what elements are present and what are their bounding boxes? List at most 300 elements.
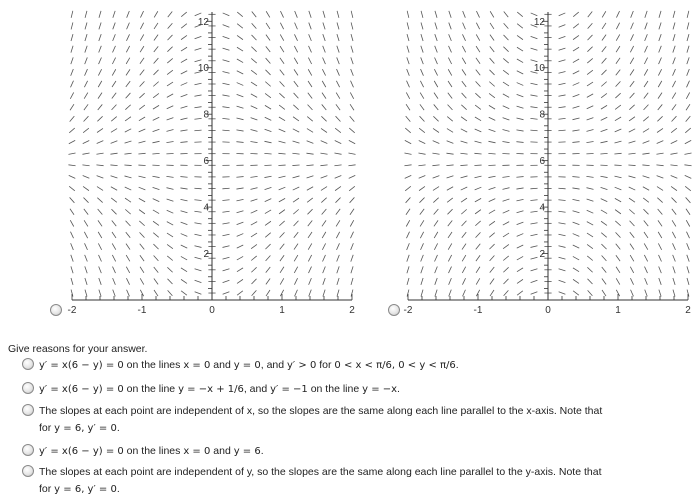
slope-segment — [236, 188, 243, 189]
slope-segment — [153, 233, 158, 238]
slope-segment — [658, 232, 662, 238]
slope-segment — [644, 105, 649, 110]
slope-segment — [572, 130, 579, 131]
slope-segment — [222, 223, 229, 224]
reason-option-2-part: y = −x + 1/6 — [178, 384, 244, 395]
slope-segment — [350, 104, 354, 110]
slope-segment — [111, 141, 118, 144]
slope-segment — [252, 290, 257, 295]
slope-segment — [139, 187, 146, 190]
slope-segment — [672, 81, 675, 87]
slope-segment — [588, 23, 593, 28]
slope-segment — [407, 22, 409, 29]
slope-segment — [530, 83, 537, 85]
slope-segment — [449, 23, 452, 30]
slope-segment — [308, 232, 312, 238]
slope-segment — [615, 93, 620, 98]
slope-segment — [322, 232, 326, 238]
slope-segment — [294, 244, 298, 250]
slope-segment — [180, 199, 187, 201]
slope-segment — [99, 278, 101, 285]
slope-segment — [461, 141, 468, 143]
slope-segment — [140, 255, 144, 261]
slope-segment — [687, 11, 689, 18]
slope-segment — [601, 117, 607, 120]
slope-segment — [194, 130, 201, 131]
slope-segment — [140, 11, 143, 17]
slope-segment — [405, 140, 411, 143]
slope-segment — [530, 118, 537, 119]
slope-segment — [181, 59, 187, 63]
slope-segment — [447, 198, 453, 202]
slope-segment — [223, 246, 230, 248]
reason-option-1-part: y = 0 — [233, 360, 261, 371]
slope-segment — [195, 48, 202, 50]
slope-segment — [602, 267, 607, 273]
slope-segment — [434, 69, 437, 75]
slope-segment — [85, 278, 87, 285]
slope-segment — [251, 130, 258, 132]
slope-segment — [601, 210, 607, 214]
slope-segment — [351, 57, 353, 64]
slope-segment — [293, 198, 299, 202]
slope-segment — [222, 107, 229, 108]
reason-option-5-radio[interactable] — [22, 465, 34, 477]
slope-segment — [657, 176, 664, 179]
slope-segment — [559, 257, 566, 259]
slope-segment — [573, 268, 579, 272]
slope-segment — [616, 46, 620, 52]
slope-segment — [111, 209, 116, 214]
slope-segment — [265, 82, 270, 87]
slope-segment — [322, 93, 326, 99]
slope-segment — [420, 220, 424, 226]
slope-segment — [112, 232, 116, 238]
slope-segment — [531, 292, 538, 295]
slope-segment — [139, 105, 145, 109]
slope-segment — [223, 60, 230, 62]
slope-segment — [195, 13, 202, 16]
slope-segment — [337, 255, 340, 262]
slope-segment — [672, 116, 677, 121]
slope-segment — [672, 220, 676, 226]
slope-segment — [530, 130, 537, 131]
slope-segment — [98, 104, 103, 110]
slope-segment — [462, 93, 467, 98]
slope-segment — [615, 210, 621, 214]
slope-segment — [588, 12, 592, 18]
slope-segment — [336, 93, 340, 99]
slope-segment — [434, 93, 438, 99]
slope-segment — [503, 82, 509, 86]
slope-segment — [140, 46, 144, 52]
slope-segment — [475, 141, 482, 143]
slope-segment — [181, 234, 188, 237]
slope-segment — [659, 255, 662, 262]
slope-segment — [139, 93, 144, 98]
slope-segment — [685, 175, 692, 178]
slope-segment — [684, 153, 691, 154]
slope-segment — [322, 243, 325, 249]
slope-segment — [152, 141, 159, 142]
slope-segment — [490, 46, 494, 52]
slope-segment — [308, 243, 312, 249]
slope-segment — [153, 117, 159, 120]
slope-segment — [140, 81, 145, 86]
slope-segment — [475, 210, 481, 214]
slope-segment — [531, 13, 538, 16]
slope-segment — [98, 81, 102, 87]
slope-segment — [308, 58, 311, 64]
slope-segment — [558, 211, 565, 212]
slope-segment — [323, 34, 325, 41]
reason-option-3-radio[interactable] — [22, 404, 34, 416]
slope-segment — [166, 141, 173, 142]
slope-segment — [320, 153, 327, 154]
slope-segment — [294, 46, 297, 52]
y-tick-label: 2 — [203, 249, 209, 261]
reason-option-3-part: y = 6, y′ = 0 — [54, 423, 117, 434]
slope-segment — [323, 290, 325, 297]
slope-segment — [559, 269, 566, 271]
slope-segment — [686, 209, 690, 215]
slope-segment — [461, 198, 467, 202]
slope-segment — [645, 290, 648, 297]
slope-segment — [264, 141, 271, 142]
slope-segment — [644, 69, 648, 75]
slope-segment — [656, 153, 663, 154]
slope-segment — [558, 107, 565, 108]
slope-segment — [587, 58, 592, 63]
slope-segment — [99, 57, 102, 64]
slope-segment — [434, 220, 438, 226]
slope-segment — [572, 118, 579, 120]
reason-option-2-radio[interactable] — [22, 382, 34, 394]
slope-segment — [195, 60, 202, 62]
slope-segment — [167, 58, 172, 63]
reason-option-4-radio[interactable] — [22, 444, 34, 456]
slope-segment — [167, 222, 173, 225]
slope-segment — [614, 153, 621, 154]
slope-segment — [251, 106, 258, 109]
slope-segment — [448, 69, 452, 75]
slope-segment — [435, 46, 438, 53]
slope-segment — [631, 290, 634, 297]
slope-segment — [279, 93, 284, 98]
slope-segment — [462, 34, 465, 41]
slope-segment — [85, 69, 88, 76]
slope-segment — [421, 34, 423, 41]
slope-segment — [629, 198, 635, 202]
slope-segment — [503, 106, 510, 109]
slope-segment — [251, 82, 257, 86]
reason-option-1-part: and — [210, 359, 234, 371]
slope-segment — [337, 46, 339, 53]
slope-segment — [294, 221, 299, 226]
slope-segment — [504, 12, 508, 18]
slope-segment — [504, 35, 509, 40]
slope-segment — [572, 142, 579, 143]
x-tick-label: 1 — [279, 305, 285, 313]
slope-segment — [251, 199, 258, 201]
slope-segment — [673, 255, 676, 262]
slope-segment — [222, 200, 229, 201]
slope-segment — [280, 46, 284, 52]
slope-segment — [615, 117, 621, 121]
slope-segment — [476, 278, 480, 284]
slope-segment — [181, 291, 187, 295]
slope-segment — [279, 198, 285, 202]
slope-segment — [84, 81, 87, 87]
reason-option-1-part: on the lines — [123, 359, 184, 371]
slope-segment — [490, 290, 494, 296]
slope-segment — [222, 83, 229, 85]
slope-segment — [309, 267, 312, 274]
reason-option-3-part: for — [39, 422, 55, 434]
slope-segment — [83, 128, 89, 132]
slope-segment — [111, 187, 117, 191]
slope-segment — [489, 221, 495, 225]
slope-segment — [223, 257, 230, 259]
slope-segment — [69, 175, 76, 178]
slope-segment — [293, 141, 300, 143]
slope-segment — [85, 266, 87, 273]
slope-segment — [280, 70, 284, 76]
slope-segment — [279, 129, 286, 132]
slope-segment — [587, 118, 594, 120]
slope-segment — [503, 233, 509, 237]
slope-segment — [194, 200, 201, 201]
slope-segment — [265, 117, 271, 120]
slope-segment — [293, 209, 298, 214]
slope-segment — [292, 153, 299, 154]
graph-left-radio[interactable] — [50, 304, 62, 316]
slope-segment — [236, 199, 243, 201]
direction-field-left — [62, 8, 362, 313]
x-tick-label: 2 — [685, 305, 691, 313]
slope-segment — [308, 93, 312, 99]
slope-segment — [124, 153, 131, 154]
slope-segment — [84, 220, 88, 226]
slope-segment — [85, 11, 87, 18]
reason-option-1-part: . — [455, 359, 459, 371]
slope-segment — [84, 209, 88, 215]
slope-segment — [435, 57, 438, 64]
slope-segment — [628, 153, 635, 154]
slope-segment — [180, 188, 187, 189]
slope-segment — [99, 290, 101, 297]
slope-segment — [645, 267, 648, 274]
slope-segment — [475, 117, 481, 121]
reason-option-1-part: y′ = x(6 − y) = 0 — [39, 360, 124, 371]
slope-segment — [306, 165, 313, 166]
slope-segment — [573, 279, 579, 283]
slope-segment — [601, 221, 607, 225]
slope-segment — [616, 267, 620, 273]
slope-segment — [85, 255, 88, 262]
slope-segment — [112, 255, 115, 261]
reason-option-1-part: x = 0 — [183, 360, 211, 371]
slope-segment — [573, 24, 579, 28]
reason-option-4-part: on the lines — [123, 445, 184, 457]
slope-segment — [181, 24, 187, 28]
slope-segment — [153, 244, 158, 249]
slope-segment — [517, 268, 523, 272]
slope-segment — [125, 117, 131, 121]
slope-segment — [616, 255, 620, 261]
slope-segment — [420, 93, 424, 99]
slope-segment — [685, 186, 691, 190]
slope-segment — [139, 117, 145, 121]
slope-segment — [658, 209, 663, 214]
slope-segment — [433, 198, 438, 203]
slope-segment — [153, 210, 159, 214]
slope-segment — [237, 268, 243, 272]
slope-segment — [602, 58, 607, 63]
slope-segment — [250, 188, 257, 190]
slope-segment — [308, 105, 313, 110]
slope-segment — [167, 267, 172, 272]
slope-segment — [586, 141, 593, 142]
slope-segment — [280, 255, 284, 261]
slope-segment — [69, 140, 75, 143]
slope-segment — [308, 69, 312, 75]
slope-segment — [334, 165, 341, 166]
slope-segment — [517, 59, 523, 63]
slope-segment — [280, 244, 285, 250]
slope-segment — [447, 141, 454, 144]
slope-segment — [280, 34, 284, 40]
slope-segment — [462, 58, 466, 64]
slope-segment — [630, 232, 634, 238]
slope-segment — [350, 220, 354, 226]
slope-segment — [295, 23, 298, 30]
slope-segment — [616, 278, 620, 284]
slope-segment — [586, 188, 593, 190]
slope-segment — [672, 232, 675, 238]
slope-segment — [530, 234, 537, 235]
slope-segment — [657, 141, 664, 144]
slope-segment — [489, 82, 494, 87]
slope-segment — [153, 187, 160, 189]
slope-segment — [294, 232, 298, 238]
slope-segment — [530, 188, 537, 189]
slope-segment — [126, 255, 130, 261]
slope-segment — [195, 280, 202, 282]
slope-segment — [407, 255, 409, 262]
slope-segment — [573, 245, 579, 248]
reason-option-2-part: , and — [243, 383, 271, 395]
slope-segment — [280, 278, 284, 284]
slope-segment — [406, 116, 411, 122]
reason-option-1-radio[interactable] — [22, 358, 34, 370]
slope-segment — [181, 268, 187, 272]
slope-segment — [503, 70, 509, 74]
slope-segment — [432, 153, 439, 154]
slope-segment — [517, 47, 523, 51]
slope-segment — [686, 92, 689, 98]
slope-segment — [126, 81, 130, 87]
slope-segment — [127, 23, 130, 30]
graph-right-radio[interactable] — [388, 304, 400, 316]
direction-field-right-plot — [398, 8, 698, 313]
slope-segment — [644, 255, 647, 261]
reason-option-3-part: The slopes at each point are independent of x, so the slopes are the same along each line parallel to the x-axis. Note that — [39, 405, 603, 417]
slope-segment — [125, 198, 131, 202]
slope-segment — [251, 58, 256, 63]
reason-option-2-part: y = −x — [362, 384, 398, 395]
slope-segment — [223, 292, 230, 295]
slope-segment — [531, 280, 538, 282]
slope-segment — [98, 232, 102, 238]
slope-segment — [181, 71, 187, 74]
slope-segment — [167, 256, 173, 261]
reason-option-4-part: x = 0 — [183, 446, 211, 457]
slope-segment — [153, 105, 159, 109]
slope-segment — [113, 267, 116, 274]
slope-segment — [671, 198, 676, 203]
slope-segment — [96, 153, 103, 154]
slope-segment — [237, 47, 243, 51]
slope-segment — [84, 104, 88, 110]
slope-segment — [112, 69, 116, 75]
slope-segment — [516, 118, 523, 120]
slope-segment — [502, 141, 509, 142]
slope-segment — [421, 255, 424, 262]
slope-segment — [517, 83, 524, 86]
slope-segment — [502, 188, 509, 190]
slope-segment — [85, 290, 87, 297]
slope-segment — [475, 105, 481, 109]
slope-segment — [308, 255, 311, 261]
slope-segment — [476, 46, 480, 52]
slope-segment — [476, 34, 480, 40]
slope-segment — [600, 141, 607, 142]
slope-segment — [503, 279, 508, 284]
slope-segment — [671, 128, 677, 132]
slope-segment — [279, 117, 285, 121]
slope-segment — [573, 83, 580, 86]
slope-segment — [659, 11, 661, 18]
slope-segment — [447, 117, 453, 122]
reason-option-1-part: , and — [260, 359, 288, 371]
y-tick-label: 6 — [539, 156, 545, 168]
slope-segment — [629, 105, 634, 110]
slope-segment — [321, 176, 328, 179]
slope-segment — [687, 69, 690, 76]
slope-segment — [659, 34, 661, 41]
slope-segment — [222, 118, 229, 119]
slope-segment — [153, 70, 158, 75]
slope-segment — [125, 187, 131, 190]
slope-segment — [449, 278, 452, 285]
slope-segment — [643, 129, 649, 133]
slope-segment — [645, 34, 648, 41]
slope-segment — [251, 222, 257, 225]
slope-segment — [125, 129, 131, 132]
slope-segment — [474, 153, 481, 154]
slope-segment — [113, 34, 116, 41]
slope-segment — [687, 266, 689, 273]
slope-segment — [167, 279, 172, 284]
slope-segment — [83, 141, 89, 144]
slope-segment — [251, 210, 258, 213]
slope-segment — [181, 256, 187, 260]
slope-segment — [335, 141, 341, 144]
slope-segment — [337, 11, 339, 18]
slope-segment — [670, 165, 677, 166]
slope-segment — [336, 209, 340, 215]
